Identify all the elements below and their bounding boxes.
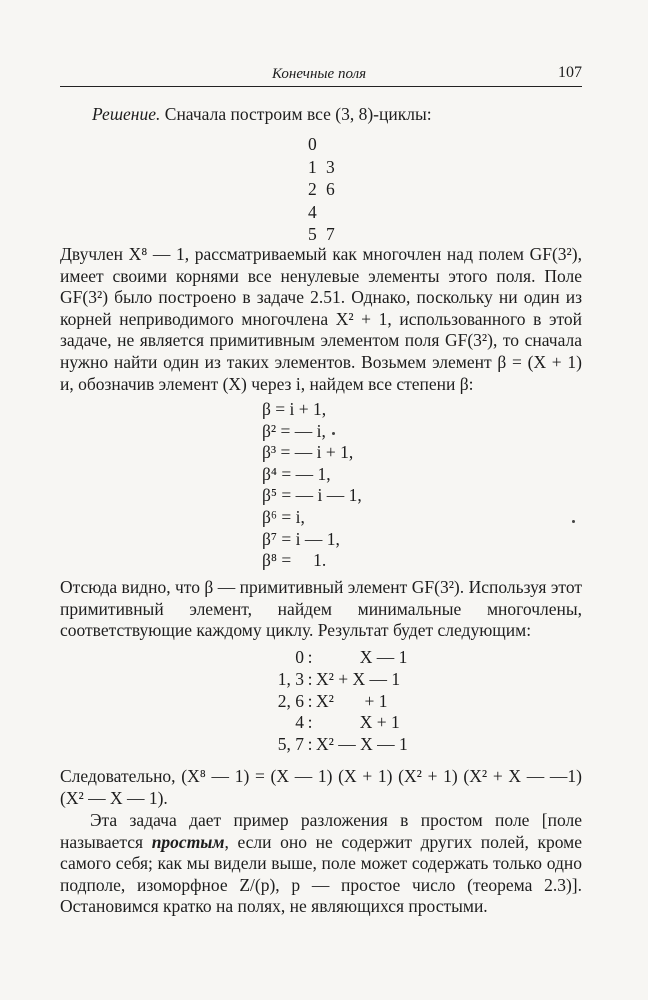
- cycle-element: 5: [308, 224, 317, 245]
- minpoly-row: [256, 734, 408, 756]
- cycle-row: [308, 202, 344, 225]
- minpoly-expression: X² — X — 1: [316, 734, 408, 755]
- print-speck: [332, 432, 335, 435]
- minpoly-expression: X² + 1: [316, 690, 388, 711]
- minpoly-colon: :: [307, 647, 313, 667]
- beta-power-line: β³ = — i + 1,: [262, 442, 354, 463]
- minpoly-expression: X² + X — 1: [316, 668, 401, 689]
- cycle-element: 3: [326, 156, 335, 177]
- beta-power-line: β⁸ = 1.: [262, 550, 327, 571]
- beta-power-line: β⁶ = i,: [262, 506, 305, 527]
- minpoly-colon: :: [307, 712, 313, 733]
- cycle-element: 1: [308, 156, 317, 177]
- page-number: 107: [558, 64, 582, 81]
- cycle-element: 7: [326, 224, 335, 245]
- minpoly-cycle: 2, 6: [277, 690, 304, 711]
- minpoly-colon: :: [307, 734, 313, 755]
- minpoly-expression: X — 1: [316, 647, 408, 667]
- cycle-element: 0: [308, 134, 317, 154]
- beta-powers: [262, 399, 362, 572]
- cycle-element: 2: [308, 179, 317, 200]
- beta-power-line: β⁷ = i — 1,: [262, 528, 340, 549]
- factorization-conclusion: Следовательно, (X⁸ — 1) = (X — 1) (X + 1) (X² + 1) (X² + X — —1) (X² — X — 1).: [60, 766, 582, 808]
- minpoly-row: [256, 691, 408, 713]
- beta-power-line: β⁵ = — i — 1,: [262, 485, 362, 506]
- paragraph-binomial: Двучлен X⁸ — 1, рассматриваемый как многочлен над полем GF(3²), имеет своими корнями все ненулевые элементы этого поля. Поле GF(3²) было построено в задаче 2.51. Однако, поскольку ни один из корней неприводимого многочлена X² + 1, использованного в этой задаче, не является примитивным элементом поля GF(3²), то сначала нужно найти один из таких элементов. Возьмем элемент β = (X + 1) и, обозначив элемент (X) через i, найдем все степени β:: [60, 244, 582, 394]
- beta-power-line: β² = — i,: [262, 420, 326, 441]
- cycle-row: [308, 157, 344, 180]
- cycle-row: [308, 134, 344, 157]
- minpoly-cycle: 4: [295, 712, 304, 733]
- running-title: Конечные поля: [272, 66, 367, 82]
- minpoly-cycle: 0: [295, 647, 304, 667]
- minpoly-cycle: 1, 3: [277, 668, 304, 689]
- minpoly-colon: :: [307, 668, 313, 689]
- minpoly-cycle: 5, 7: [277, 734, 304, 755]
- cycle-row: [308, 179, 344, 202]
- minpoly-row: [256, 712, 408, 734]
- solution-label: Решение.: [92, 104, 161, 124]
- prime-field-term: простым: [151, 831, 225, 852]
- prime-field-text-2: , если оно не содержит других полей, кроме самого себя; как мы видели выше, поле может содержать только одно подполе, изоморфное Z/(p), p — простое число (теорема 2.3)]. Остановимся кратко на полях, не являющихся простыми.: [60, 831, 582, 917]
- minpoly-row: [256, 647, 408, 669]
- paragraph-prime-field: [60, 810, 582, 918]
- paragraph-primitive: Отсюда видно, что β — примитивный элемент GF(3²). Используя этот примитивный элемент, найдем минимальные многочлены, соответствующие каждому циклу. Результат будет следующим:: [60, 577, 582, 641]
- minpoly-colon: :: [307, 690, 313, 711]
- cycle-element: 6: [326, 179, 335, 200]
- prime-field-text-1: Эта задача дает пример разложения в простом поле [поле называется: [60, 810, 582, 852]
- solution-intro: [92, 104, 582, 126]
- minimal-polynomials-table: [256, 647, 408, 756]
- running-header: [60, 64, 582, 87]
- print-speck: [572, 520, 575, 523]
- cycles-table: [308, 134, 344, 247]
- solution-intro-text: Сначала построим все (3, 8)-циклы:: [160, 104, 432, 124]
- beta-power-line: β = i + 1,: [262, 399, 327, 419]
- beta-power-line: β⁴ = — 1,: [262, 463, 331, 484]
- cycle-element: 4: [308, 201, 317, 222]
- minpoly-expression: X + 1: [316, 712, 400, 733]
- minpoly-row: [256, 669, 408, 691]
